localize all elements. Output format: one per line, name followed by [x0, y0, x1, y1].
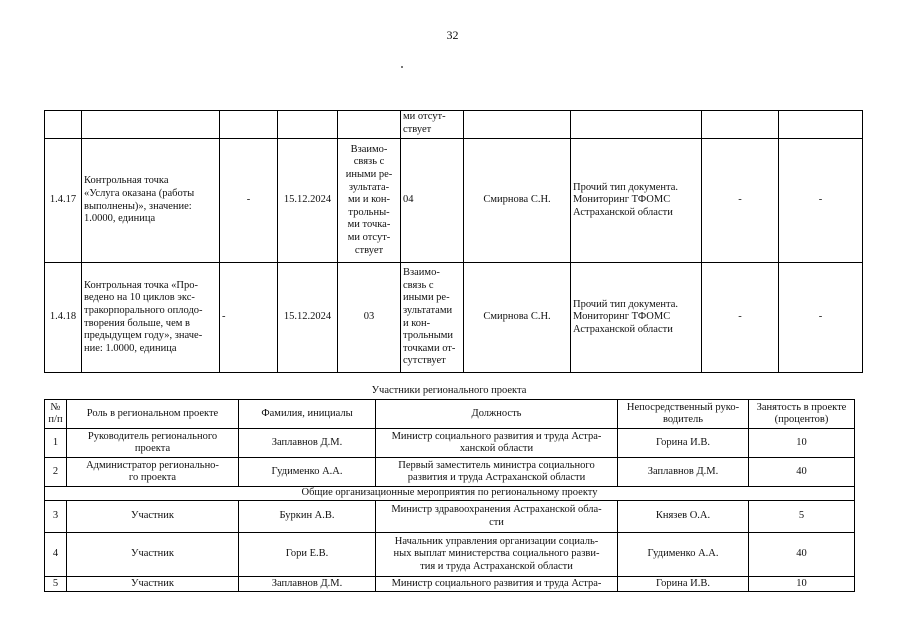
participant-supervisor: Горина И.В. — [618, 429, 749, 458]
row-number: 1.4.17 — [45, 139, 82, 263]
table-row — [45, 429, 855, 458]
table-row — [45, 533, 855, 577]
participant-supervisor: Горина И.В. — [618, 577, 749, 592]
responsible-person: Смирнова С.Н. — [464, 139, 571, 263]
participant-employment: 10 — [749, 577, 855, 592]
row-number: 5 — [45, 577, 67, 592]
participants-table — [44, 399, 855, 592]
participant-supervisor: Заплавнов Д.М. — [618, 458, 749, 487]
page-speck — [401, 66, 403, 68]
column-header-supervisor: Непосредственный руко- водитель — [618, 400, 749, 429]
due-date: 15.12.2024 — [278, 139, 338, 263]
relation-cell: Взаимо- связь с иными ре- зультатами и кон- трольными точками от- сутствует — [401, 263, 464, 373]
participant-employment: 10 — [749, 429, 855, 458]
code-cell: 03 — [338, 263, 401, 373]
table-row — [45, 458, 855, 487]
participant-name: Гудименко А.А. — [239, 458, 376, 487]
document-type: Прочий тип документа. Мониторинг ТФОМС Астраханской области — [571, 139, 702, 263]
base-value: - — [220, 139, 278, 263]
table-row — [45, 501, 855, 533]
column-header-position: Должность — [376, 400, 618, 429]
extra-cell: - — [702, 263, 779, 373]
participant-role: Администратор регионально- го проекта — [67, 458, 239, 487]
relation-cell: Взаимо- связь с иными ре- зультата- ми и кон- трольны- ми точка- ми отсут- ствует — [338, 139, 401, 263]
participants-caption: Участники регионального проекта — [371, 385, 527, 396]
row-number: 3 — [45, 501, 67, 533]
participant-name: Гори Е.В. — [239, 533, 376, 577]
control-points-table — [44, 110, 863, 373]
participant-employment: 40 — [749, 458, 855, 487]
table-row — [45, 139, 863, 263]
participant-role: Участник — [67, 577, 239, 592]
participant-position: Министр социального развития и труда Астра- — [376, 577, 618, 592]
section-title: Общие организационные мероприятия по региональному проекту — [45, 487, 855, 501]
row-number: 1 — [45, 429, 67, 458]
participant-supervisor: Князев О.А. — [618, 501, 749, 533]
responsible-person: Смирнова С.Н. — [464, 263, 571, 373]
participant-name: Заплавнов Д.М. — [239, 577, 376, 592]
extra-cell: - — [779, 139, 863, 263]
participant-position: Начальник управления организации социаль- ных выплат министерства социального разви- тия и труда Астраханской области — [376, 533, 618, 577]
column-header-role: Роль в региональном проекте — [67, 400, 239, 429]
table-row-continuation — [45, 111, 863, 139]
participant-position: Первый заместитель министра социального развития и труда Астраханской области — [376, 458, 618, 487]
participant-role: Участник — [67, 501, 239, 533]
page-number: 32 — [446, 28, 459, 42]
base-value: - — [220, 263, 278, 373]
participant-employment: 40 — [749, 533, 855, 577]
participant-position: Министр здравоохранения Астраханской обла- сти — [376, 501, 618, 533]
document-type: Прочий тип документа. Мониторинг ТФОМС Астраханской области — [571, 263, 702, 373]
participant-role: Руководитель регионального проекта — [67, 429, 239, 458]
column-header-name: Фамилия, инициалы — [239, 400, 376, 429]
table-row — [45, 263, 863, 373]
control-point-name: Контрольная точка «Про- ведено на 10 циклов экс- тракорпорального оплодо- творения больше, чем в предыдущем году», значе- ние: 1.0000, единица — [82, 263, 220, 373]
section-header-row — [45, 487, 855, 501]
participant-name: Заплавнов Д.М. — [239, 429, 376, 458]
code-cell: 04 — [401, 139, 464, 263]
continued-cell: ми отсут- ствует — [401, 111, 464, 139]
control-point-name: Контрольная точка «Услуга оказана (работы выполнены)», значение: 1.0000, единица — [82, 139, 220, 263]
row-number: 2 — [45, 458, 67, 487]
participant-supervisor: Гудименко А.А. — [618, 533, 749, 577]
participant-position: Министр социального развития и труда Астра- ханской области — [376, 429, 618, 458]
participant-name: Буркин А.В. — [239, 501, 376, 533]
column-header-employment: Занятость в проекте (процентов) — [749, 400, 855, 429]
participant-role: Участник — [67, 533, 239, 577]
table-row — [45, 577, 855, 592]
row-number: 4 — [45, 533, 67, 577]
due-date: 15.12.2024 — [278, 263, 338, 373]
row-number: 1.4.18 — [45, 263, 82, 373]
table-header-row — [45, 400, 855, 429]
extra-cell: - — [702, 139, 779, 263]
extra-cell: - — [779, 263, 863, 373]
participant-employment: 5 — [749, 501, 855, 533]
column-header-number: № п/п — [45, 400, 67, 429]
